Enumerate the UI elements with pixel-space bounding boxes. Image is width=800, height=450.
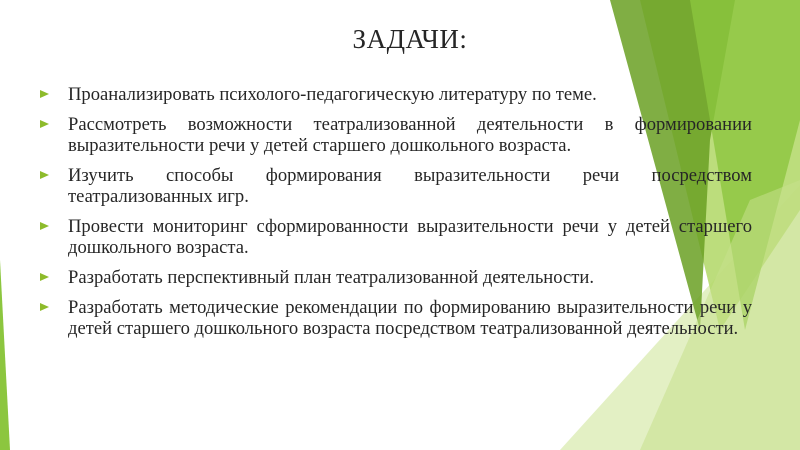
bullet-arrow-icon: [40, 120, 49, 128]
bullet-arrow-icon: [40, 303, 49, 311]
left-edge-green-strip: [0, 260, 10, 450]
task-list: [40, 84, 752, 348]
task-text: Проанализировать психолого-педагогическую литературу по теме.: [68, 84, 597, 105]
task-item: [40, 165, 752, 207]
bullet-arrow-icon: [40, 171, 49, 179]
bullet-arrow-icon: [40, 222, 49, 230]
task-text: Рассмотреть возможности театрализованной деятельности в формировании выразительности речи у детей старшего дошкольного возраста.: [68, 114, 752, 156]
task-text: Изучить способы формирования выразительности речи посредством театрализованных игр.: [68, 165, 752, 207]
task-item: [40, 114, 752, 156]
task-item: [40, 216, 752, 258]
task-text: Провести мониторинг сформированности выразительности речи у детей старшего дошкольного возраста.: [68, 216, 752, 258]
task-item: [40, 267, 752, 288]
task-item: [40, 297, 752, 339]
task-text: Разработать методические рекомендации по формированию выразительности речи у детей старшего дошкольного возраста посредством театрализованной деятельности.: [68, 297, 752, 339]
task-item: [40, 84, 752, 105]
slide-title: ЗАДАЧИ:: [352, 24, 468, 54]
bullet-arrow-icon: [40, 273, 49, 281]
bullet-arrow-icon: [40, 90, 49, 98]
task-text: Разработать перспективный план театрализованной деятельности.: [68, 267, 594, 288]
